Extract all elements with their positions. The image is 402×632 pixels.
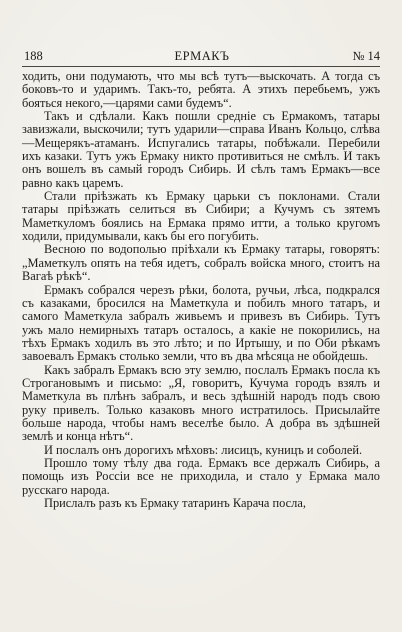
issue-number: № 14 [352, 49, 380, 63]
page-number: 188 [24, 49, 43, 63]
paragraph: ходить, они подумають, что мы всѣ тутъ—выскочать. А тогда съ боковъ-то и ударимъ. Такъ-то, ребята. А этихъ перебьемъ, ужъ бояться некого,—царями сами будемъ“. [22, 69, 380, 110]
body-text [22, 70, 380, 510]
paragraph: Ермакъ собрался черезъ рѣки, болота, ручьи, лѣса, подкрался съ казаками, бросился на Маметкула и побилъ много татаръ, и самого Маметкула забралъ живьемъ и привезъ въ Сибирь. Тутъ ужъ мало немирныхъ татаръ осталось, а какіе не покорились, на тѣхъ Ермакъ ходилъ въ это лѣто; и по Иртышу, и по Оби рѣкамъ завоевалъ Ермакъ столько земли, что въ два мѣсяца не обойдешь. [22, 282, 380, 364]
paragraph: Весною по водополью пріѣхали къ Ермаку татары, говорятъ: „Маметкулъ опять на тебя идетъ, собралъ войска много, стоитъ на Вагаѣ рѣкѣ“. [22, 242, 380, 284]
running-title: ЕРМАКЪ [174, 49, 230, 63]
paragraph: Прислалъ разъ къ Ермаку татаринъ Карача посла, [44, 496, 306, 510]
paragraph: И послалъ онъ дорогихъ мѣховъ: лисицъ, куницъ и соболей. [44, 442, 363, 457]
paragraph: Какъ забралъ Ермакъ всю эту землю, послалъ Ермакъ посла къ Строгановымъ и письмо: „Я, говоритъ, Кучума городъ взялъ и Маметкула въ плѣнъ забралъ, и весь здѣшній народъ подъ свою руку привелъ. Только казаковъ много истратилось. Присылайте больше народа, чтобы намъ веселѣе было. А добра въ здѣшней землѣ и конца нѣтъ“. [22, 362, 380, 444]
header-rule [22, 66, 380, 67]
page-header [24, 48, 380, 64]
paragraph: Стали пріѣзжать къ Ермаку царьки съ поклонами. Стали татары пріѣзжать селиться въ Сибири; а Кучумъ съ зятемъ Маметкуломъ боялись на Ермака прямо итти, а только кругомъ ходили, придумывали, какъ бы его погубить. [22, 189, 380, 244]
paragraph: Прошло тому тѣлу два года. Ермакъ все держалъ Сибирь, а помощь изъ Россіи все не приходила, и стало у Ермака мало русскаго народа. [22, 455, 380, 497]
paragraph: Такъ и сдѣлали. Какъ пошли средніе съ Ермакомъ, татары завизжали, выскочили; тутъ ударили—справа Иванъ Кольцо, слѣва—Мещерякъ-атаманъ. Испугались татары, побѣжали. Перебили ихъ казаки. Тутъ ужъ Ермаку никто противиться не смѣлъ. И такъ онъ вошелъ въ самый городъ Сибирь. И сѣлъ тамъ Ермакъ—все равно какъ царемъ. [22, 109, 380, 190]
